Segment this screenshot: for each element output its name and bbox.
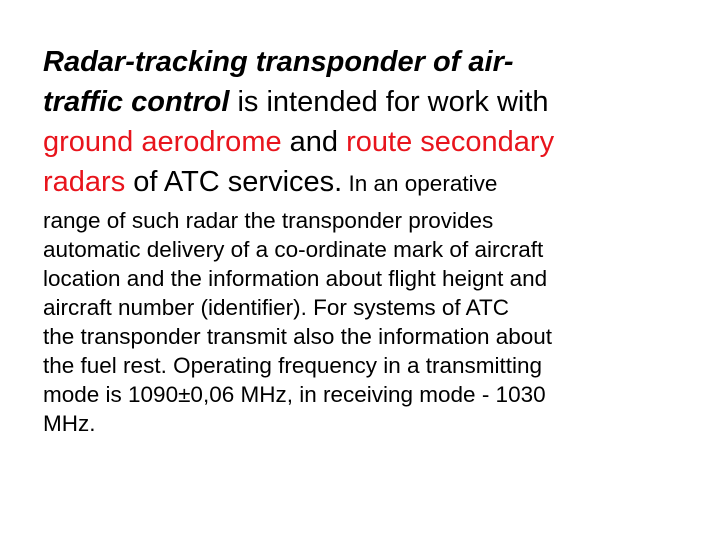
body-line: range of such radar the transponder provides	[43, 208, 494, 233]
body-line: the transponder transmit also the information about	[43, 324, 553, 349]
highlight-route-secondary: route secondary	[346, 126, 555, 158]
lead-line-4	[43, 162, 693, 204]
body-paragraph	[43, 206, 693, 438]
body-line: MHz.	[43, 411, 96, 436]
lead-line-1	[43, 42, 693, 82]
lead-title-part-1: Radar-tracking transponder of air-	[43, 46, 514, 78]
lead-line-4-small: In an operative	[342, 171, 498, 196]
lead-line-3-and: and	[281, 126, 347, 158]
body-line: location and the information about flight heignt and	[43, 266, 548, 291]
lead-line-2	[43, 82, 693, 122]
highlight-radars: radars	[43, 166, 126, 198]
lead-line-4-rest: of ATC services.	[125, 166, 343, 198]
lead-title-part-2: traffic control	[43, 86, 230, 118]
body-line: mode is 1090±0,06 MHz, in receiving mode - 1030	[43, 382, 546, 407]
body-line: the fuel rest. Operating frequency in a transmitting	[43, 353, 543, 378]
lead-line-3	[43, 122, 693, 162]
text-block	[43, 42, 693, 438]
body-line: aircraft number (identifier). For systems of ATC	[43, 295, 509, 320]
body-line: automatic delivery of a co-ordinate mark of aircraft	[43, 237, 544, 262]
lead-line-2-rest: is intended for work with	[229, 86, 549, 118]
lead-paragraph	[43, 42, 693, 204]
highlight-ground-aerodrome: ground aerodrome	[43, 126, 282, 158]
